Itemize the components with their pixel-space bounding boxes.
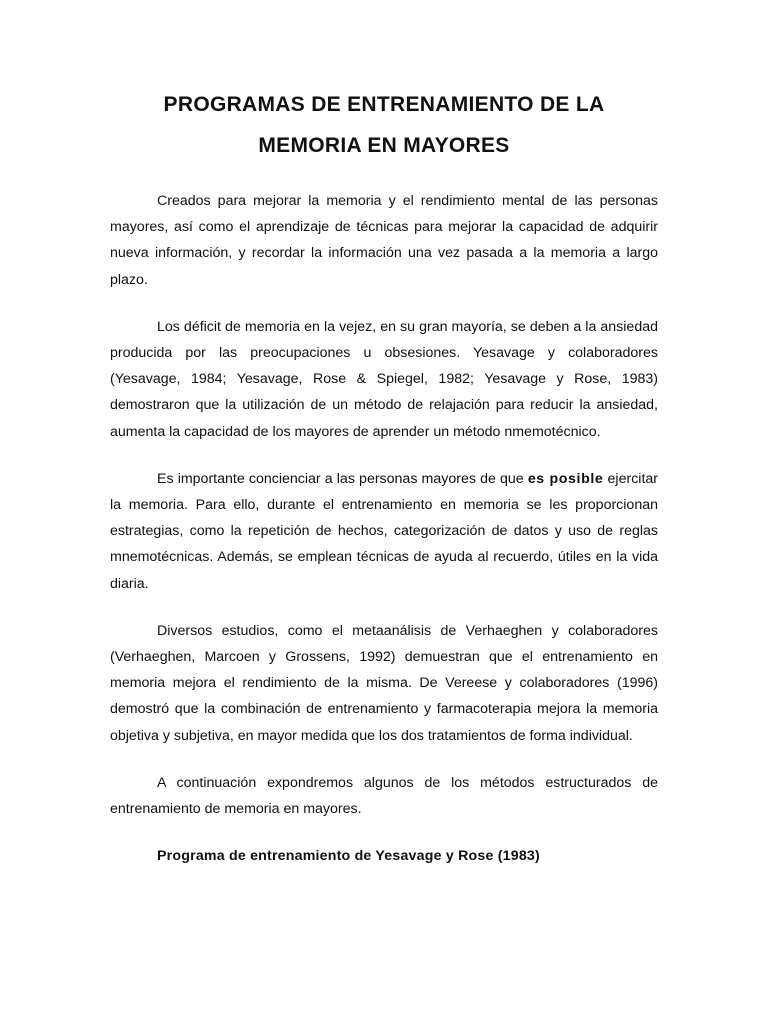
paragraph-4: Diversos estudios, como el metaanálisis de Verhaeghen y colaboradores (Verhaeghen, Marcoen y Grossens, 1992) demuestran que el entrenamiento en memoria mejora el rendimiento de la misma. De Vereese y colaboradores (1996) demostró que la combinación de entrenamiento y farmacoterapia mejora la memoria objetiva y subjetiva, en mayor medida que los dos tratamientos de forma individual.: [110, 622, 658, 744]
title-line-2: MEMORIA EN MAYORES: [258, 134, 510, 157]
document-page: [110, 84, 658, 869]
paragraph-3-start: Es importante concienciar a las personas mayores de que: [157, 470, 528, 487]
paragraph-3-emphasis: es posible: [527, 470, 604, 487]
paragraph-2: Los déficit de memoria en la vejez, en su gran mayoría, se deben a la ansiedad producida por las preocupaciones u obsesiones. Yesavage y colaboradores (Yesavage, 1984; Yesavage, Rose & Spiegel, 1982; Yesavage y Rose, 1983) demostraron que la utilización de un método de relajación para reducir la ansiedad, aumenta la capacidad de los mayores de aprender un método nmemotécnico.: [110, 318, 658, 440]
paragraph-5: A continuación expondremos algunos de los métodos estructurados de entrenamiento de memoria en mayores.: [110, 774, 658, 818]
document-title: [110, 84, 658, 166]
title-line-1: PROGRAMAS DE ENTRENAMIENTO DE LA: [163, 93, 605, 116]
paragraph-3-end: ejercitar la memoria. Para ello, durante el entrenamiento en memoria se les proporcionan estrategias, como la repetición de hechos, categorización de datos y uso de reglas mnemotécnicas. Además, se emplean técnicas de ayuda al recuerdo, útiles en la vida diaria.: [110, 470, 659, 592]
document-body: [110, 188, 658, 869]
section-subheading: Programa de entrenamiento de Yesavage y Rose (1983): [157, 848, 540, 865]
paragraph-1: Creados para mejorar la memoria y el rendimiento mental de las personas mayores, así como el aprendizaje de técnicas para mejorar la capacidad de adquirir nueva información, y recordar la información una vez pasada a la memoria a largo plazo.: [110, 193, 658, 288]
paragraph-3: [110, 466, 658, 597]
